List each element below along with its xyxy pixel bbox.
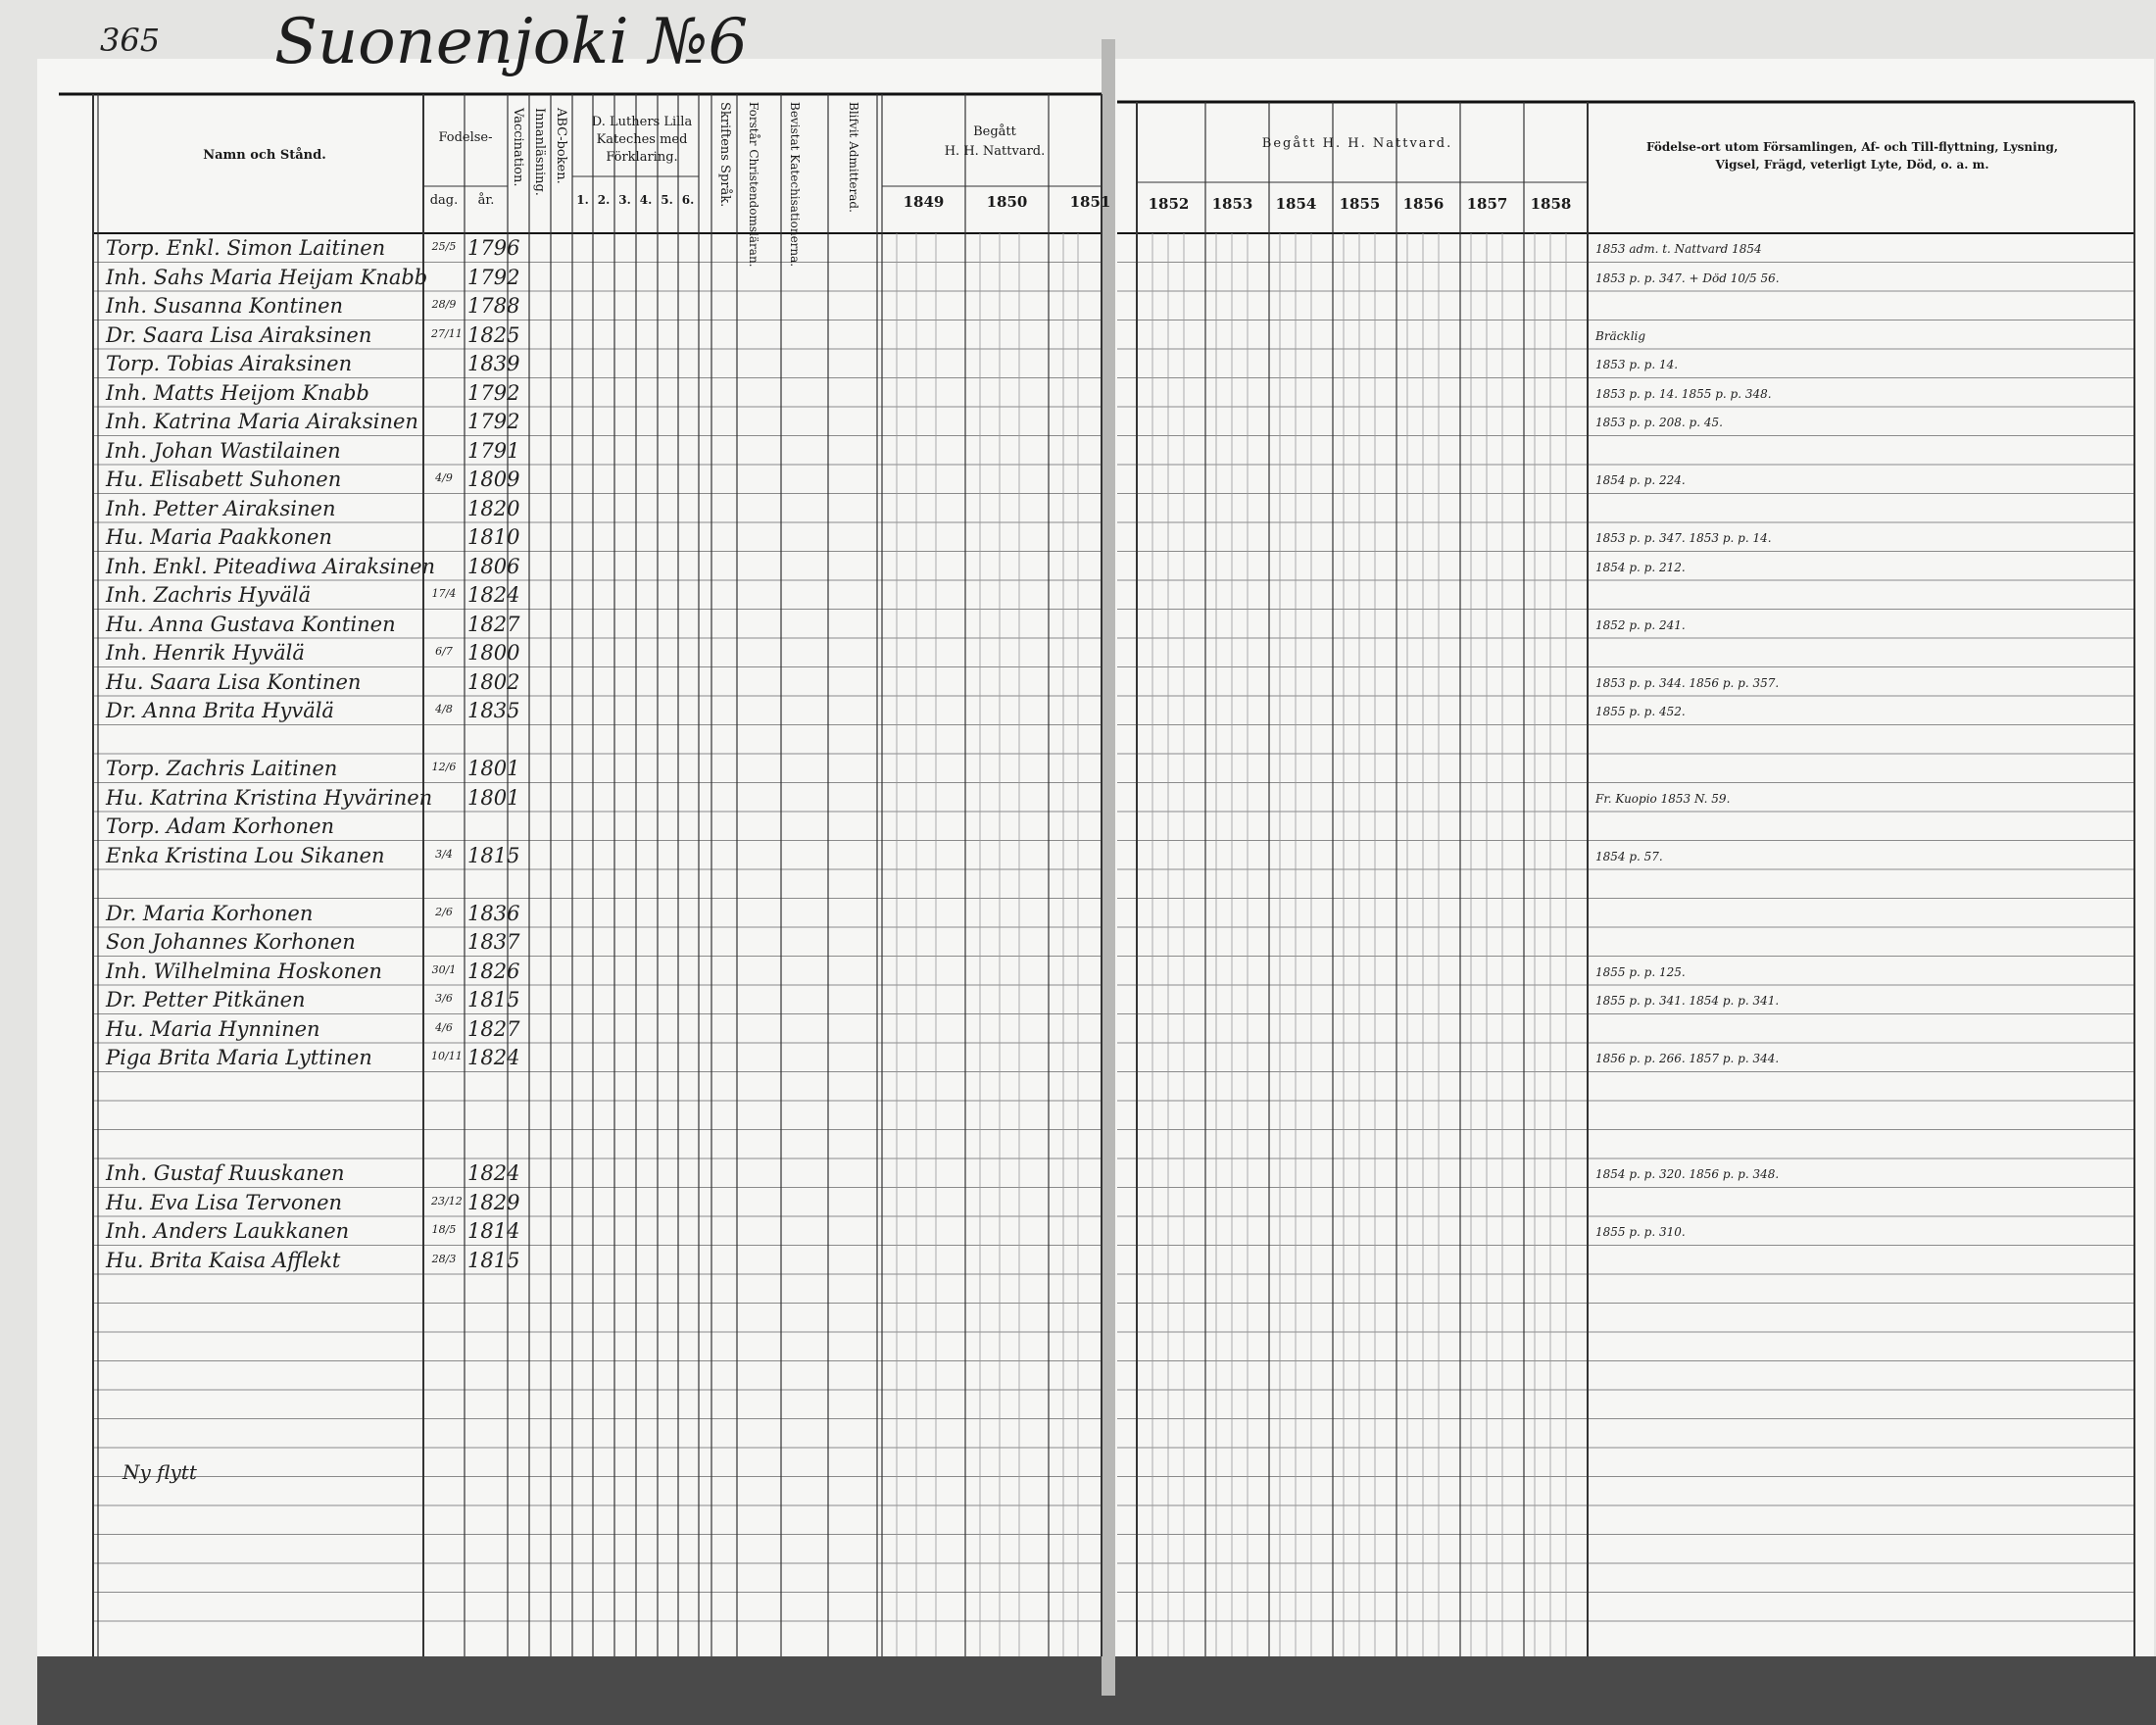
- page-title: Suonenjoki №6: [274, 6, 749, 78]
- entry-birth-year: 1835: [467, 699, 520, 722]
- header-communion-year: 1851: [1069, 193, 1111, 211]
- entry-birth-year: 1806: [467, 554, 520, 578]
- entry-name: Enka Kristina Lou Sikanen: [106, 843, 385, 867]
- entry-remark: 1854 p. p. 320. 1856 p. p. 348.: [1595, 1167, 1780, 1181]
- header-catechism-1: D. Luthers Lilla: [591, 115, 693, 129]
- entry-birth-day: 25/5: [431, 240, 457, 253]
- entry-birth-year: 1800: [467, 641, 520, 665]
- header-catechism-col: 5.: [661, 193, 673, 207]
- header-catechism-col: 4.: [639, 193, 653, 207]
- entry-birth-day: 12/6: [431, 761, 457, 773]
- entry-birth-day: 4/8: [435, 703, 453, 715]
- header-communion-year: 1858: [1530, 195, 1572, 213]
- entry-birth-year: 1824: [467, 583, 520, 607]
- entry-birth-day: 4/6: [435, 1020, 453, 1034]
- header-birth-day: dag.: [429, 193, 459, 208]
- header-reading: Innanläsning.: [532, 108, 547, 196]
- entry-remark: 1855 p. p. 452.: [1595, 705, 1686, 718]
- scan-shadow-bottom: [37, 1656, 2156, 1725]
- header-remarks-2: Vigsel, Frägd, veterligt Lyte, Död, o. a. m.: [1715, 158, 1989, 172]
- entry-birth-day: 30/1: [431, 962, 457, 976]
- header-communion-right: Begått H. H. Nattvard.: [1261, 136, 1453, 151]
- entry-name: Dr. Anna Brita Hyvälä: [106, 699, 334, 722]
- entry-birth-year: 1814: [467, 1219, 520, 1243]
- entry-remark: Fr. Kuopio 1853 N. 59.: [1595, 791, 1731, 806]
- entry-name: Inh. Petter Airaksinen: [106, 496, 336, 520]
- entry-birth-day: 3/6: [435, 992, 453, 1005]
- book-spine: [1102, 39, 1115, 1696]
- entry-birth-year: 1820: [467, 496, 520, 520]
- entry-name: Hu. Katrina Kristina Hyvärinen: [106, 785, 433, 810]
- entry-birth-year: 1796: [467, 236, 520, 260]
- entry-name: Inh. Anders Laukkanen: [106, 1219, 350, 1243]
- header-communion-left-2: H. H. Nattvard.: [944, 144, 1046, 159]
- header-catechism-col: 1.: [576, 193, 589, 207]
- entry-remark: 1853 p. p. 347. 1853 p. p. 14.: [1595, 531, 1772, 545]
- entry-remark: 1853 p. p. 344. 1856 p. p. 357.: [1595, 675, 1780, 690]
- entry-remark: 1855 p. p. 310.: [1595, 1225, 1686, 1239]
- entry-birth-year: 1792: [467, 265, 520, 289]
- entry-birth-year: 1836: [467, 901, 520, 925]
- entry-birth-year: 1829: [467, 1190, 520, 1214]
- entry-name: Piga Brita Maria Lyttinen: [106, 1046, 372, 1069]
- entry-name: Hu. Anna Gustava Kontinen: [106, 612, 396, 636]
- entry-remark: 1854 p. p. 212.: [1595, 560, 1686, 574]
- header-communion-year: 1854: [1275, 195, 1317, 213]
- entry-name: Dr. Maria Korhonen: [106, 901, 314, 925]
- entry-remark: 1855 p. p. 125.: [1595, 964, 1686, 979]
- entry-name: Torp. Enkl. Simon Laitinen: [106, 236, 386, 260]
- entry-remark: 1853 p. p. 347. + Död 10/5 56.: [1595, 271, 1780, 285]
- entry-name: Hu. Saara Lisa Kontinen: [106, 669, 362, 694]
- entry-birth-day: 28/9: [431, 298, 457, 311]
- entry-birth-year: 1824: [467, 1046, 520, 1069]
- entry-remark: 1853 adm. t. Nattvard 1854: [1595, 242, 1762, 256]
- entry-name: Inh. Gustaf Ruuskanen: [106, 1161, 345, 1185]
- header-abc-book: ABC-boken.: [554, 108, 568, 184]
- entry-birth-day: 6/7: [435, 645, 453, 658]
- entry-birth-day: 28/3: [431, 1252, 457, 1265]
- header-birth-year: år.: [477, 193, 495, 208]
- entry-birth-day: 23/12: [431, 1194, 463, 1208]
- entry-remark: 1853 p. p. 14.: [1595, 358, 1679, 371]
- header-communion-year: 1850: [986, 193, 1028, 211]
- entry-name: Inh. Sahs Maria Heijam Knabb: [106, 265, 428, 289]
- entry-birth-year: 1826: [467, 959, 520, 983]
- entry-name: Hu. Elisabett Suhonen: [106, 468, 342, 491]
- header-catechism-2: Kateches med: [596, 132, 688, 147]
- entry-birth-day: 2/6: [435, 905, 453, 918]
- header-vaccination: Vaccination.: [511, 108, 525, 187]
- entry-name: Hu. Maria Hynninen: [106, 1016, 320, 1041]
- entry-name: Inh. Wilhelmina Hoskonen: [106, 959, 382, 983]
- entry-birth-year: 1825: [467, 322, 520, 347]
- entry-name: Hu. Eva Lisa Tervonen: [106, 1190, 343, 1214]
- entry-name: Torp. Zachris Laitinen: [106, 757, 338, 780]
- entry-birth-year: 1792: [467, 410, 520, 433]
- entry-birth-day: 27/11: [431, 326, 463, 340]
- entry-name: Dr. Saara Lisa Airaksinen: [106, 322, 372, 347]
- entry-remark: 1853 p. p. 14. 1855 p. p. 348.: [1595, 386, 1772, 401]
- header-communion-year: 1856: [1402, 195, 1445, 213]
- header-remarks-1: Födelse-ort utom Församlingen, Af- och Till-flyttning, Lysning,: [1645, 140, 2059, 154]
- header-communion-year: 1853: [1211, 195, 1253, 213]
- entry-birth-year: 1802: [467, 669, 520, 694]
- entry-remark: 1854 p. 57.: [1595, 849, 1663, 863]
- entry-birth-year: 1801: [467, 757, 520, 780]
- entry-birth-year: 1810: [467, 525, 520, 549]
- entry-name: Hu. Maria Paakkonen: [106, 525, 332, 549]
- page-number: 365: [100, 22, 161, 59]
- header-communion-year: 1849: [903, 193, 945, 211]
- entry-birth-day: 18/5: [431, 1223, 457, 1236]
- entry-name: Inh. Matts Heijom Knabb: [106, 380, 369, 405]
- entry-name: Inh. Susanna Kontinen: [106, 294, 344, 318]
- entry-name: Hu. Brita Kaisa Afflekt: [106, 1248, 341, 1272]
- entry-birth-year: 1827: [467, 612, 520, 636]
- entry-birth-year: 1824: [467, 1161, 520, 1185]
- entry-birth-year: 1792: [467, 380, 520, 405]
- header-birth: Fodelse-: [438, 130, 493, 145]
- header-scripture: Skriftens Språk.: [717, 102, 732, 208]
- entry-birth-year: 1788: [467, 294, 520, 318]
- entry-remark: 1854 p. p. 224.: [1595, 473, 1686, 487]
- entry-birth-year: 1827: [467, 1016, 520, 1041]
- entry-remark: 1856 p. p. 266. 1857 p. p. 344.: [1595, 1052, 1780, 1065]
- entry-remark: 1853 p. p. 208. p. 45.: [1595, 416, 1723, 429]
- header-admitted: Blifvit Admitterad.: [847, 102, 860, 213]
- header-catechism-col: 2.: [597, 193, 611, 207]
- entry-birth-year: 1809: [467, 468, 520, 491]
- header-communion-year: 1857: [1466, 195, 1508, 213]
- entry-remark: 1855 p. p. 341. 1854 p. p. 341.: [1595, 994, 1780, 1008]
- entry-birth-year: 1791: [467, 438, 520, 463]
- entry-birth-year: 1801: [467, 785, 520, 810]
- entry-name: Inh. Enkl. Piteadiwa Airaksinen: [106, 554, 436, 578]
- entry-birth-day: 3/4: [435, 847, 453, 861]
- entry-remark: Bräcklig: [1595, 328, 1646, 343]
- entry-name: Inh. Katrina Maria Airaksinen: [106, 410, 418, 433]
- entry-name: Inh. Zachris Hyvälä: [106, 583, 312, 607]
- header-christianity: Forstår Christendomsläran.: [747, 102, 760, 268]
- entry-name: Dr. Petter Pitkänen: [106, 988, 306, 1011]
- header-catechism-col: 6.: [681, 193, 695, 207]
- entry-name: Torp. Tobias Airaksinen: [106, 352, 353, 375]
- entry-birth-day: 4/9: [435, 471, 453, 484]
- header-catechism-exam: Bevistat Katechisationerna.: [788, 102, 802, 268]
- entry-birth-year: 1815: [467, 843, 520, 867]
- entry-birth-day: 17/4: [431, 587, 457, 600]
- entry-remark: 1852 p. p. 241.: [1595, 617, 1686, 632]
- entry-birth-year: 1839: [467, 352, 520, 375]
- entry-name: Torp. Adam Korhonen: [106, 814, 335, 838]
- footer-mark: Ny flytt: [122, 1460, 197, 1484]
- entry-birth-year: 1815: [467, 988, 520, 1011]
- entry-birth-year: 1815: [467, 1248, 520, 1272]
- header-name-column: Namn och Stånd.: [203, 148, 326, 163]
- header-catechism-3: Förklaring.: [606, 150, 678, 165]
- header-communion-year: 1855: [1339, 195, 1381, 213]
- header-communion-left-1: Begått: [973, 124, 1016, 139]
- entry-birth-year: 1837: [467, 930, 520, 954]
- entry-name: Son Johannes Korhonen: [106, 930, 356, 954]
- header-communion-year: 1852: [1148, 195, 1190, 213]
- entry-name: Inh. Johan Wastilainen: [106, 438, 341, 463]
- entry-name: Inh. Henrik Hyvälä: [106, 641, 305, 665]
- entry-birth-day: 10/11: [431, 1050, 463, 1062]
- header-catechism-col: 3.: [618, 193, 631, 207]
